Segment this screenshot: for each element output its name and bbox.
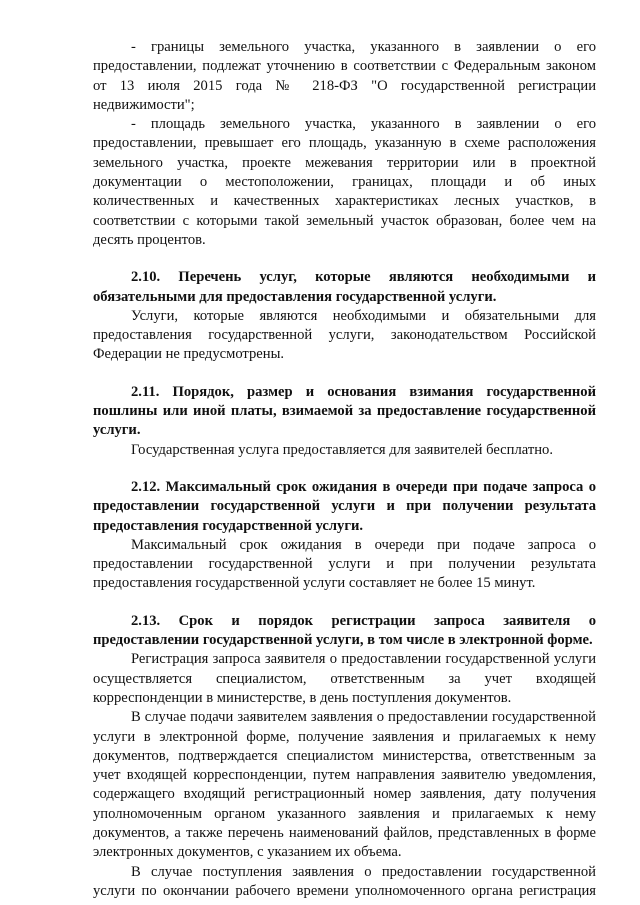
paragraph-2-12: Максимальный срок ожидания в очереди при подаче запроса о предоставлении государственной услуги и при получении результата предоставления государственной услуги составляет не более 15 минут. [93,536,596,592]
paragraph-2-13-after-hours: В случае поступления заявления о предоставлении государственной услуги по окончании рабочего времени уполномоченного органа регистрация [93,863,596,899]
paragraph-2-13-registration: Регистрация запроса заявителя о предоставлении государственной услуги осуществляется специалистом, ответственным за учет входящей корреспонденции в министерстве, в день поступления документов. [93,651,596,706]
heading-2-10: 2.10. Перечень услуг, которые являются необходимыми и обязательными для предоставления государственной услуги. [93,269,596,305]
paragraph-2-13-electronic: В случае подачи заявителем заявления о предоставлении государственной услуги в электронной форме, получение заявления и прилагаемых к нему документов, подтверждается специалистом министерства, ответственным за учет входящей корреспонденции, путем направления заявителю уведомления, содержащего входящий регистрационный номер заявления, дату получения уполномоченным органом указанного заявления и прилагаемых к нему документов, а также перечень наименований файлов, представленных в форме электронных документов, с указанием их объема. [93,709,596,861]
paragraph-boundaries: - границы земельного участка, указанного в заявлении о его предоставлении, подлежат уточнению в соответствии с Федеральным законом от 13 июля 2015 года № 218-ФЗ "О государственной регистрации недвижимости"; [93,39,596,113]
paragraph-area: - площадь земельного участка, указанного в заявлении о его предоставлении, превышает его площадь, указанную в схеме расположения земельного участка, проекте межевания территории или в проектной документации о местоположении, границах, площади и об иных количественных и качественных характеристиках лесных участков, в соответствии с которыми такой земельный участок образован, более чем на десять процентов. [93,116,596,248]
heading-2-13: 2.13. Срок и порядок регистрации запроса заявителя о предоставлении государственной услуги, в том числе в электронной форме. [93,612,596,649]
paragraph-2-11: Государственная услуга предоставляется для заявителей бесплатно. [131,441,553,458]
heading-2-11: 2.11. Порядок, размер и основания взимания государственной пошлины или иной платы, взимаемой за предоставление государственной услуги. [93,383,596,439]
heading-2-12: 2.12. Максимальный срок ожидания в очереди при подаче запроса о предоставлении государственной услуги и при получении результата предоставления государственной услуги. [93,478,596,534]
paragraph-2-10: Услуги, которые являются необходимыми и обязательными для предоставления государственной услуги, законодательством Российской Федерации не предусмотрены. [93,307,596,363]
